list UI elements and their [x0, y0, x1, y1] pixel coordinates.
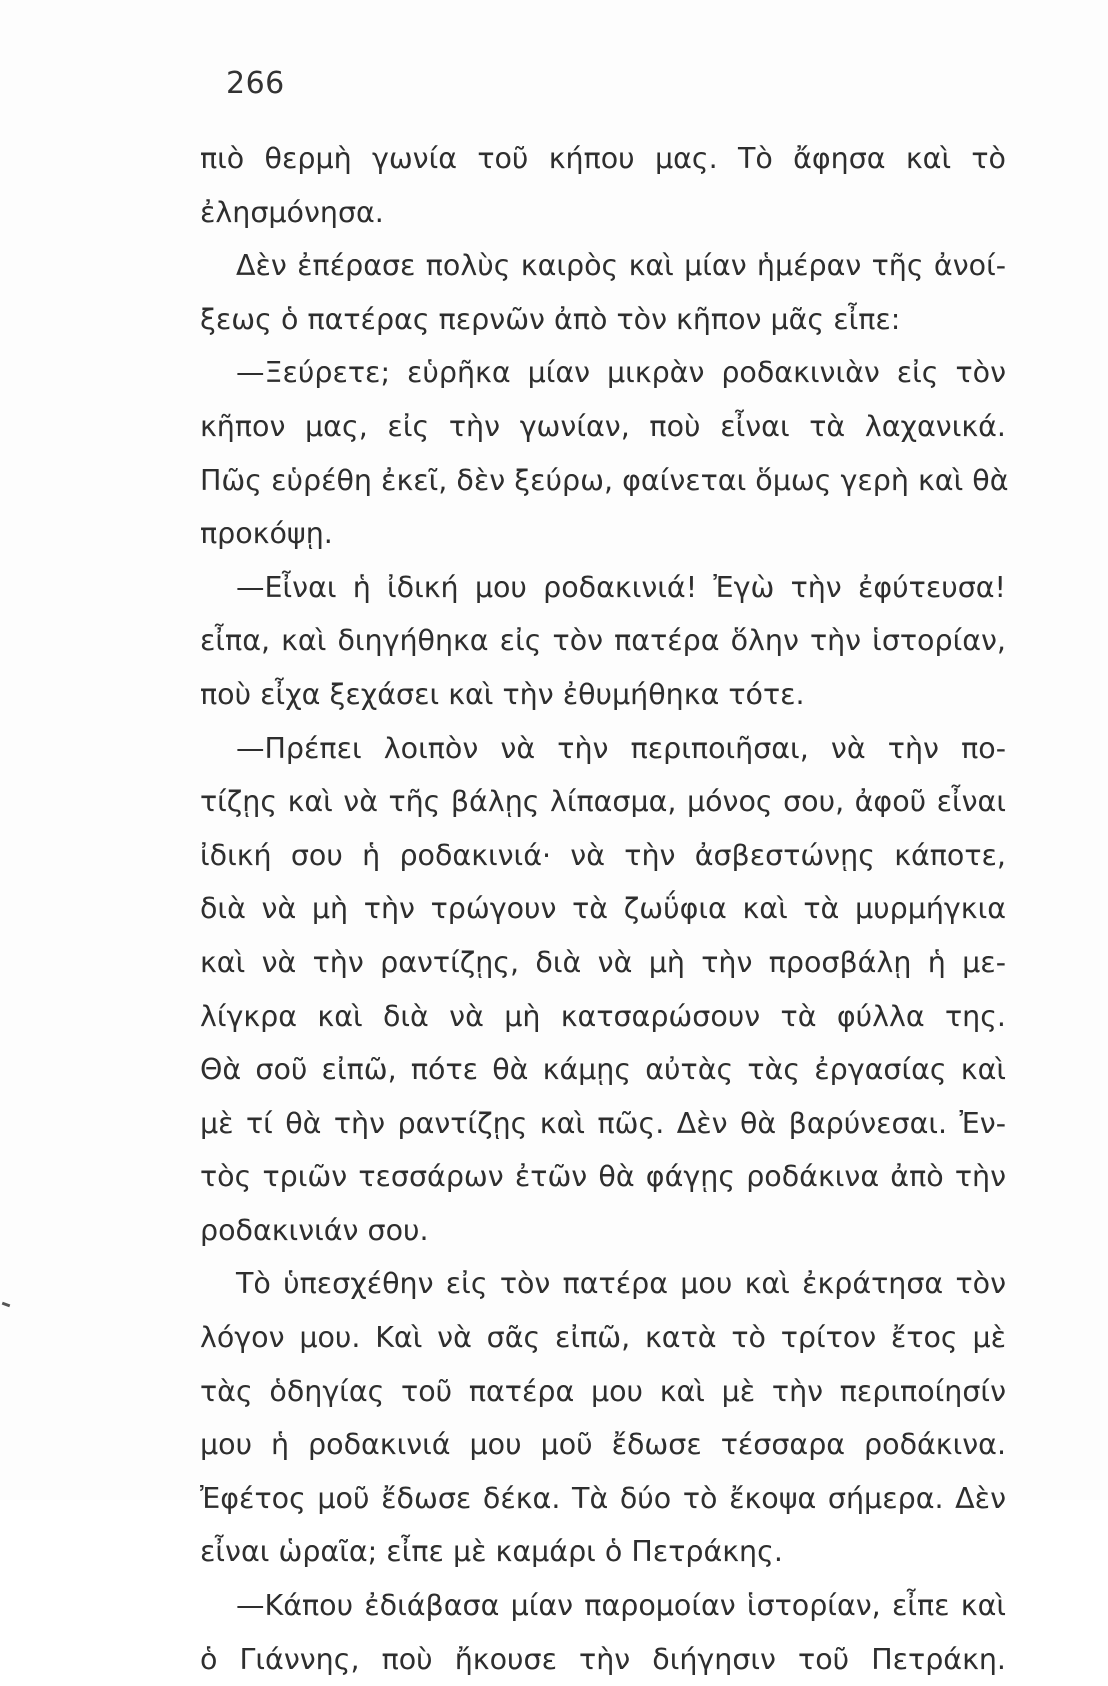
text-line: διὰ νὰ μὴ τὴν τρώγουν τὰ ζωΰφια καὶ τὰ μυρμήγκια: [200, 892, 1006, 926]
text-line: μὲ τί θὰ τὴν ραντίζῃς καὶ πῶς. Δὲν θὰ βαρύνεσαι. Ἐν-: [200, 1106, 1006, 1140]
text-line: —Ξεύρετε; εὑρῆκα μίαν μικρὰν ροδακινιὰν εἰς τὸν: [236, 356, 1006, 390]
text-line: καὶ νὰ τὴν ραντίζῃς, διὰ νὰ μὴ τὴν προσβάλῃ ἡ με-: [200, 945, 1006, 979]
text-line: τὸς τριῶν τεσσάρων ἐτῶν θὰ φάγῃς ροδάκινα ἀπὸ τὴν: [200, 1160, 1006, 1194]
text-line: ἰδική σου ἡ ροδακινιά· νὰ τὴν ἀσβεστώνῃς κάποτε,: [200, 838, 1006, 872]
text-line: —Κάπου ἐδιάβασα μίαν παρομοίαν ἱστορίαν, εἶπε καὶ: [236, 1589, 1006, 1623]
text-line: πιὸ θερμὴ γωνία τοῦ κήπου μας. Τὸ ἄφησα καὶ τὸ: [200, 142, 1006, 175]
text-line: Πῶς εὑρέθη ἐκεῖ, δὲν ξεύρω, φαίνεται ὅμως γερὴ καὶ θὰ: [200, 463, 1009, 497]
text-line: ὁ Γιάννης, ποὺ ἤκουσε τὴν διήγησιν τοῦ Πετράκη.: [200, 1642, 1006, 1676]
text-line: προκόψῃ.: [200, 517, 333, 551]
scan-edge-mark: [2, 1302, 11, 1308]
text-line: ξεως ὁ πατέρας περνῶν ἀπὸ τὸν κῆπον μᾶς εἶπε:: [200, 302, 901, 336]
text-line: ροδακινιάν σου.: [200, 1213, 429, 1247]
text-line: τίζῃς καὶ νὰ τῆς βάλῃς λίπασμα, μόνος σου, ἀφοῦ εἶναι: [200, 785, 1006, 819]
text-line: Τὸ ὑπεσχέθην εἰς τὸν πατέρα μου καὶ ἐκράτησα τὸν: [236, 1267, 1006, 1301]
page-number: 266: [226, 66, 285, 101]
text-line: μου ἡ ροδακινιά μου μοῦ ἔδωσε τέσσαρα ροδάκινα.: [200, 1428, 1006, 1462]
text-line: —Πρέπει λοιπὸν νὰ τὴν περιποιῆσαι, νὰ τὴν πο-: [236, 731, 1006, 765]
text-line: εἶναι ὡραῖα; εἶπε μὲ καμάρι ὁ Πετράκης.: [200, 1535, 783, 1569]
text-line: λόγον μου. Καὶ νὰ σᾶς εἰπῶ, κατὰ τὸ τρίτον ἔτος μὲ: [200, 1321, 1006, 1355]
text-line: εἶπα, καὶ διηγήθηκα εἰς τὸν πατέρα ὅλην τὴν ἱστορίαν,: [200, 624, 1006, 658]
text-line: ποὺ εἶχα ξεχάσει καὶ τὴν ἐθυμήθηκα τότε.: [200, 677, 805, 711]
text-line: τὰς ὁδηγίας τοῦ πατέρα μου καὶ μὲ τὴν περιποίησίν: [200, 1374, 1006, 1408]
text-line: λίγκρα καὶ διὰ νὰ μὴ κατσαρώσουν τὰ φύλλα της.: [200, 999, 1006, 1033]
text-line: Δὲν ἐπέρασε πολὺς καιρὸς καὶ μίαν ἡμέραν τῆς ἀνοί-: [236, 249, 1006, 283]
text-line: ἐλησμόνησα.: [200, 195, 384, 229]
body-text: [200, 132, 1009, 1686]
text-line: κῆπον μας, εἰς τὴν γωνίαν, ποὺ εἶναι τὰ λαχανικά.: [200, 409, 1006, 443]
text-line: Θὰ σοῦ εἰπῶ, πότε θὰ κάμῃς αὐτὰς τὰς ἐργασίας καὶ: [200, 1053, 1006, 1087]
text-line: Ἐφέτος μοῦ ἔδωσε δέκα. Τὰ δύο τὸ ἔκοψα σήμερα. Δὲν: [200, 1481, 1006, 1515]
text-line: —Εἶναι ἡ ἰδική μου ροδακινιά! Ἐγὼ τὴν ἐφύτευσα!: [236, 570, 1006, 604]
